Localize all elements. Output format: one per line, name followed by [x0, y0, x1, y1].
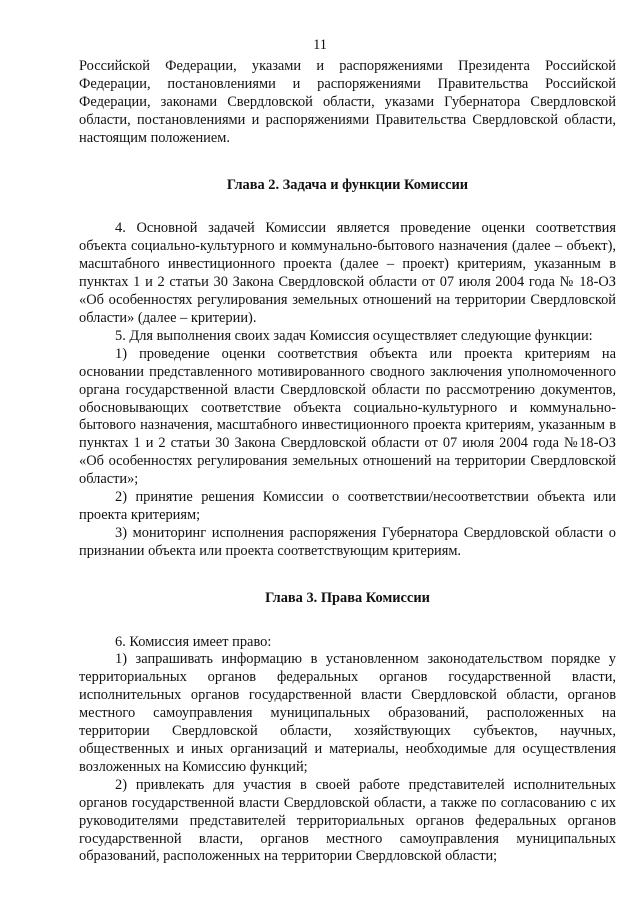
- intro-paragraph: Российской Федерации, указами и распоряжениями Президента Российской Федерации, постановлениями и распоряжениями Правительства Российской Федерации, законами Свердловской области, указами Губернатора Свердловской области, постановлениями и распоряжениями Правительства Свердловской области, настоящим положением.: [79, 58, 616, 146]
- subitem-5-3: 3) мониторинг исполнения распоряжения Губернатора Свердловской области о признании объекта или проекта соответствующим критериям.: [79, 524, 616, 559]
- page-number: 11: [313, 37, 327, 53]
- paragraph-item-4: 4. Основной задачей Комиссии является проведение оценки соответствия объекта социально-культурного и коммунально-бытового назначения (далее – объект), масштабного инвестиционного проекта (далее – проект) критериям, указанным в пунктах 1 и 2 статьи 30 Закона Свердловской области от 07 июля 2004 года № 18-ОЗ «Об особенностях регулирования земельных отношений на территории Свердловской области» (далее – критерии).: [79, 220, 616, 326]
- subitem-6-1: 1) запрашивать информацию в установленном законодательством порядке у территориальных органов федеральных органов государственной власти, исполнительных органов государственной власти Свердловской области, органов местного самоуправления муниципальных образований, расположенных на территории Свердловской области, хозяйствующих субъектов, научных, общественных и иных организаций и материалы, необходимые для осуществления возложенных на Комиссию функций;: [79, 651, 616, 775]
- subitem-5-1: 1) проведение оценки соответствия объекта или проекта критериям на основании представленного мотивированного сводного заключения уполномоченного органа государственной власти Свердловской области по рассмотрению документов, обосновывающих соответствие объекта социально-культурного и коммунально-бытового назначения, масштабного инвестиционного проекта критериям, указанным в пунктах 1 и 2 статьи 30 Закона Свердловской области от 07 июля 2004 года №18-ОЗ «Об особенностях регулирования земельных отношений на территории Свердловской области»;: [79, 345, 616, 488]
- paragraph-item-5: 5. Для выполнения своих задач Комиссия осуществляет следующие функции:: [115, 327, 593, 344]
- chapter-2-heading: Глава 2. Задача и функции Комиссии: [226, 176, 469, 193]
- page-content: [79, 58, 616, 866]
- subitem-5-2: 2) принятие решения Комиссии о соответствии/несоответствии объекта или проекта критериям;: [79, 489, 616, 523]
- paragraph-item-6: 6. Комиссия имеет право:: [115, 633, 272, 650]
- subitem-6-2: 2) привлекать для участия в своей работе представителей исполнительных органов государственной власти Свердловской области, а также по согласованию с их руководителями представителей территориальных органов федеральных органов государственной власти, органов местного самоуправления муниципальных образований, расположенных на территории Свердловской области;: [79, 776, 616, 865]
- chapter-3-heading: Глава 3. Права Комиссии: [265, 589, 430, 606]
